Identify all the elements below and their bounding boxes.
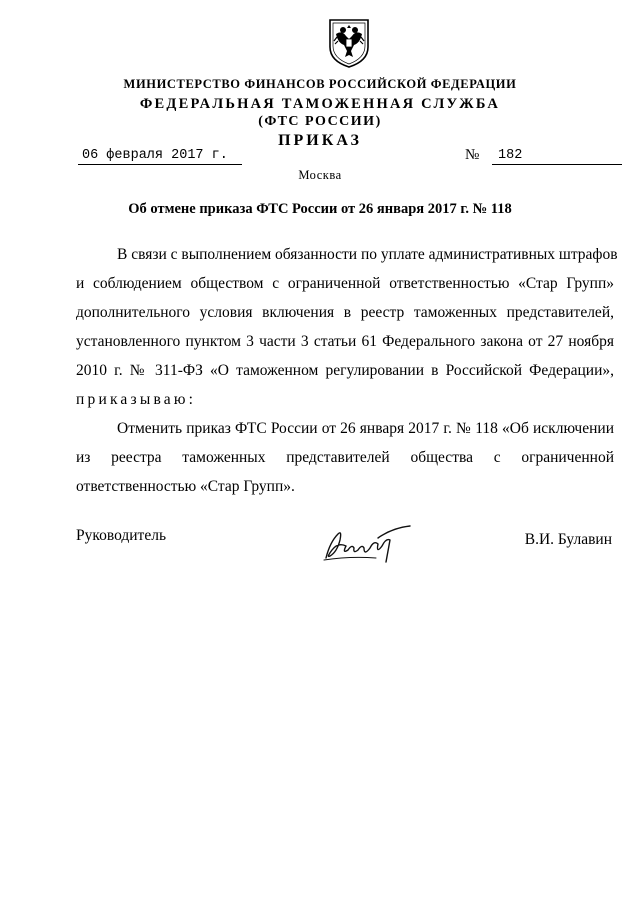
signatory-name: В.И. Булавин [524, 531, 612, 548]
signatory-title: Руководитель [76, 527, 167, 544]
service-short-heading: (ФТС РОССИИ) [258, 114, 382, 129]
document-type-heading: ПРИКАЗ [278, 132, 362, 149]
body-line: 2010 г. № 311-ФЗ «О таможенном регулировании в Российской Федерации», [76, 362, 614, 379]
body-line-order-verb: приказываю: [76, 391, 197, 408]
order-date: 06 февраля 2017 г. [78, 147, 242, 165]
order-number: 182 [492, 147, 622, 165]
document-body [76, 240, 618, 501]
order-number-label: № [465, 147, 480, 163]
body-line: В связи с выполнением обязанности по уплате административных штрафов [117, 246, 618, 263]
ministry-heading: МИНИСТЕРСТВО ФИНАНСОВ РОССИЙСКОЙ ФЕДЕРАЦИИ [123, 77, 517, 91]
service-heading: ФЕДЕРАЛЬНАЯ ТАМОЖЕННАЯ СЛУЖБА [139, 96, 501, 112]
body-line: Отменить приказ ФТС России от 26 января 2017 г. № 118 «Об исключении [117, 420, 614, 437]
city: Москва [298, 168, 342, 182]
handwritten-signature-icon [320, 520, 416, 566]
body-line: и соблюдением обществом с ограниченной ответственностью «Стар Групп» [76, 275, 614, 292]
coat-of-arms-emblem-icon [326, 17, 372, 69]
document-title: Об отмене приказа ФТС России от 26 января 2017 г. № 118 [128, 201, 512, 217]
body-line: дополнительного условия включения в реестр таможенных представителей, [76, 304, 614, 321]
body-line: установленного пунктом 3 части 3 статьи 61 Федерального закона от 27 ноября [76, 333, 614, 350]
body-line: ответственностью «Стар Групп». [76, 478, 295, 495]
body-line: из реестра таможенных представителей общества с ограниченной [76, 449, 614, 466]
